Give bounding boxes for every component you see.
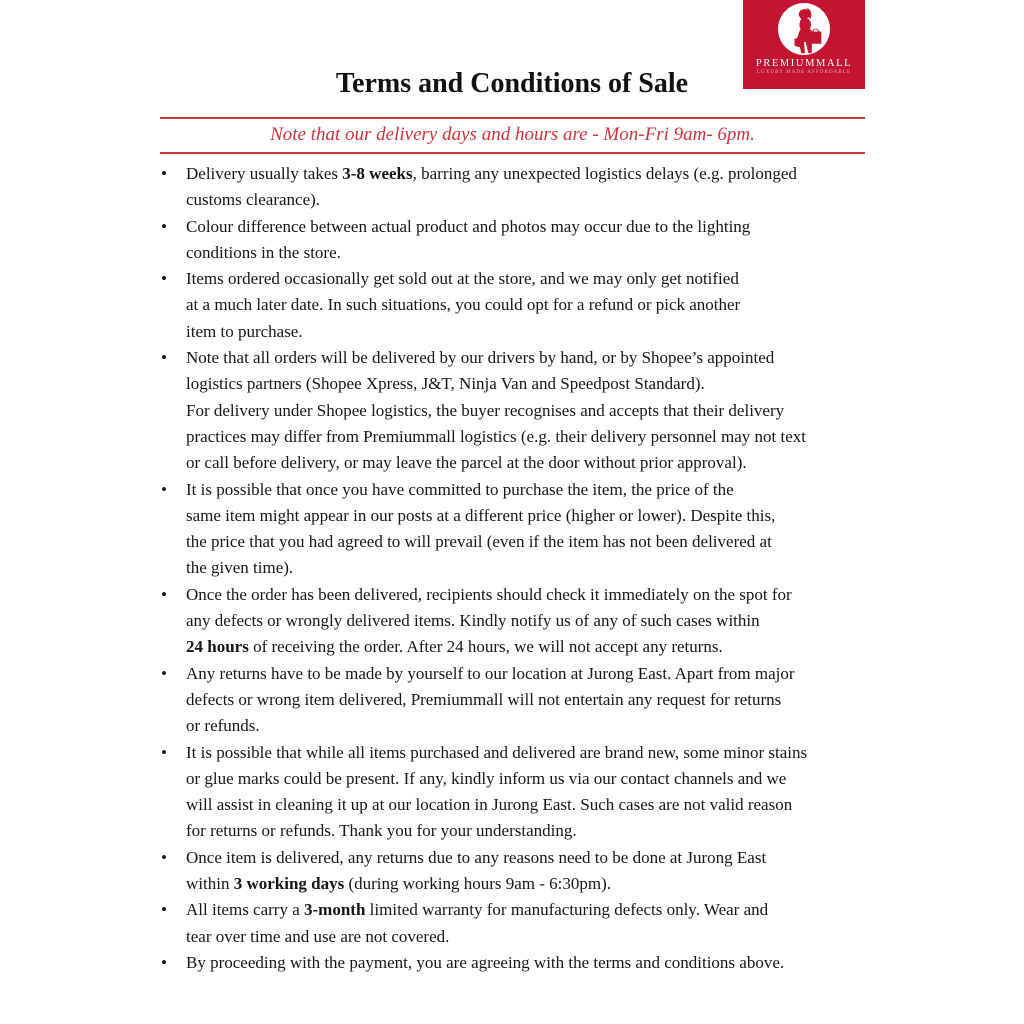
- bullet-marker: •: [161, 663, 167, 683]
- term-text: Note that all orders will be delivered by our drivers by hand, or by Shopee’s appointed logistics partners (Shopee Xpress, J&T, Ninja Van and Speedpost Standard). For delivery under Shopee logistics, the buyer recognises and accepts that their delivery practices may differ from Premiummall logistics (e.g. their delivery personnel may not text or call before delivery, or may leave the parcel at the door without prior approval).: [186, 348, 807, 473]
- bullet-marker: •: [161, 216, 167, 236]
- bullet-marker: •: [161, 269, 167, 289]
- delivery-notice: [160, 117, 865, 154]
- term-item: [161, 214, 873, 267]
- term-item: [161, 161, 873, 214]
- term-item: [161, 845, 873, 898]
- term-item: [161, 661, 873, 740]
- term-item: [161, 897, 873, 950]
- term-item: [161, 477, 873, 582]
- term-text: Once the order has been delivered, recipients should check it immediately on the spot for any defects or wrongly delivered items. Kindly notify us of any of such cases within 24 hours of receiving the order. After 24 hours, we will not accept any returns.: [186, 584, 792, 657]
- bullet-marker: •: [161, 742, 167, 762]
- brand-name: PREMIUMMALL: [755, 58, 853, 69]
- term-item: [161, 266, 873, 345]
- term-item: [161, 345, 873, 476]
- term-text: Once item is delivered, any returns due to any reasons need to be done at Jurong East within 3 working days (during working hours 9am - 6:30pm).: [186, 847, 767, 894]
- woman-shopper-icon: [778, 3, 830, 55]
- bullet-marker: •: [161, 847, 167, 867]
- terms-list: [161, 161, 873, 976]
- term-text: All items carry a 3-month limited warranty for manufacturing defects only. Wear and tear over time and use are not covered.: [186, 900, 769, 946]
- bullet-marker: •: [161, 348, 167, 368]
- term-text: It is possible that once you have committed to purchase the item, the price of the same item might appear in our posts at a different price (higher or lower). Despite this, the price that you had agreed to will prevail (even if the item has not been delivered at the given time).: [186, 479, 776, 578]
- delivery-notice-text: Note that our delivery days and hours are - Mon-Fri 9am- 6pm.: [270, 124, 755, 145]
- term-text: By proceeding with the payment, you are agreeing with the terms and conditions above.: [186, 952, 785, 972]
- term-item: [161, 582, 873, 661]
- term-text: Colour difference between actual product and photos may occur due to the lighting conditions in the store.: [186, 216, 751, 262]
- term-item: [161, 740, 873, 845]
- bullet-marker: •: [161, 479, 167, 499]
- bullet-marker: •: [161, 900, 167, 920]
- term-item: [161, 950, 873, 976]
- term-text: Delivery usually takes 3-8 weeks, barring any unexpected logistics delays (e.g. prolonged customs clearance).: [186, 164, 797, 210]
- term-text: Items ordered occasionally get sold out at the store, and we may only get notified at a much later date. In such situations, you could opt for a refund or pick another item to purchase.: [186, 269, 741, 341]
- page-title: Terms and Conditions of Sale: [335, 68, 689, 99]
- bullet-marker: •: [161, 584, 167, 604]
- term-text: Any returns have to be made by yourself to our location at Jurong East. Apart from major defects or wrong item delivered, Premiummall will not entertain any request for returns or refunds.: [186, 663, 795, 736]
- bullet-marker: •: [161, 952, 167, 972]
- bullet-marker: •: [161, 164, 167, 183]
- term-text: It is possible that while all items purchased and delivered are brand new, some minor stains or glue marks could be present. If any, kindly inform us via our contact channels and we will assist in cleaning it up at our location in Jurong East. Such cases are not valid reason for returns or refunds. Thank you for your understanding.: [186, 742, 808, 841]
- brand-tagline: LUXURY MADE AFFORDABLE: [756, 70, 852, 75]
